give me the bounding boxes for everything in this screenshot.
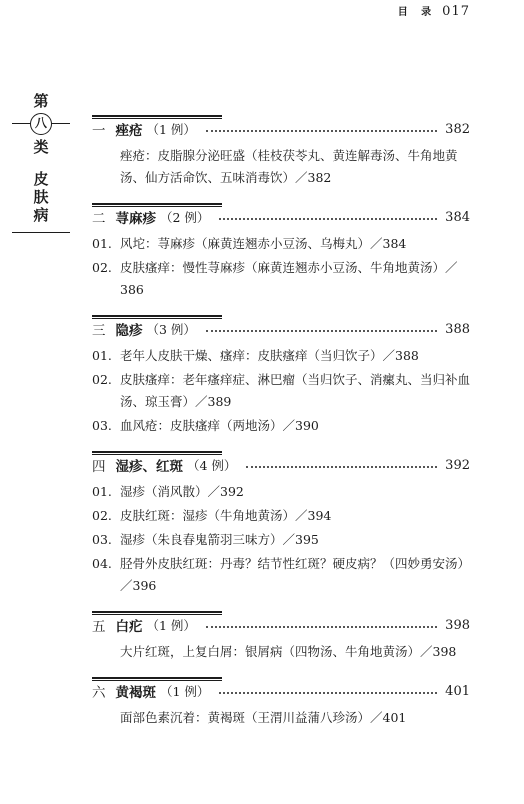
dot-leader <box>246 466 437 468</box>
section-count: （1 例） <box>146 122 196 137</box>
toc-entry[interactable] <box>92 529 470 551</box>
entry-index: 01. <box>92 236 112 251</box>
toc-section <box>92 315 470 437</box>
section-page: 401 <box>445 683 470 699</box>
heading-rule-thin <box>92 118 222 119</box>
section-count: （3 例） <box>146 322 196 337</box>
heading-rule <box>92 677 222 679</box>
section-page: 398 <box>445 617 470 633</box>
section-title: 痤疮 <box>115 123 143 139</box>
section-count: （1 例） <box>146 618 196 633</box>
section-title: 湿疹、红斑 <box>115 459 183 475</box>
entry-text: 血风疮：皮肤瘙痒（两地汤）／390 <box>120 418 319 433</box>
section-heading[interactable] <box>92 203 470 231</box>
section-heading[interactable] <box>92 451 470 479</box>
side-label-top: 第 <box>33 92 49 110</box>
section-heading[interactable] <box>92 315 470 343</box>
heading-rule-thin <box>92 206 222 207</box>
heading-rule <box>92 315 222 317</box>
heading-rule-thin <box>92 454 222 455</box>
entry-text: 面部色素沉着：黄褐斑（王渭川益蒲八珍汤）／401 <box>120 710 407 725</box>
toc-entry[interactable] <box>92 257 470 301</box>
dot-leader <box>206 130 437 132</box>
dot-leader <box>219 218 437 220</box>
entry-text: 皮肤瘙痒：慢性荨麻疹（麻黄连翘赤小豆汤、牛角地黄汤）／386 <box>120 260 458 297</box>
dot-leader <box>206 330 437 332</box>
side-label-char-1: 皮 <box>33 170 49 188</box>
table-of-contents <box>92 115 470 743</box>
section-number: 一 <box>92 123 106 139</box>
heading-rule-thin <box>92 680 222 681</box>
section-title: 隐疹 <box>115 323 143 339</box>
heading-rule <box>92 451 222 453</box>
heading-rule-thin <box>92 318 222 319</box>
entry-index: 04. <box>92 556 112 571</box>
entry-text: 皮肤瘙痒：老年瘙痒症、淋巴瘤（当归饮子、消瘰丸、当归补血汤、琼玉膏）／389 <box>120 372 471 409</box>
section-page: 392 <box>445 457 470 473</box>
heading-rule <box>92 115 222 117</box>
toc-section <box>92 611 470 663</box>
section-number: 四 <box>92 459 106 475</box>
entry-text: 湿疹（朱良春鬼箭羽三味方）／395 <box>120 532 319 547</box>
entry-text: 老年人皮肤干燥、瘙痒：皮肤瘙痒（当归饮子）／388 <box>120 348 419 363</box>
entry-text: 皮肤红斑：湿疹（牛角地黄汤）／394 <box>120 508 332 523</box>
heading-rule <box>92 611 222 613</box>
toc-entry[interactable] <box>92 369 470 413</box>
section-heading[interactable] <box>92 115 470 143</box>
dot-leader <box>219 692 437 694</box>
entry-index: 03. <box>92 418 112 433</box>
section-heading[interactable] <box>92 611 470 639</box>
toc-entry[interactable] <box>92 233 470 255</box>
entry-index: 02. <box>92 372 112 387</box>
entry-index: 01. <box>92 484 112 499</box>
toc-section <box>92 203 470 301</box>
entry-text: 胫骨外皮肤红斑：丹毒？结节性红斑？硬皮病？（四妙勇安汤）／396 <box>120 556 471 593</box>
entry-text: 湿疹（消风散）／392 <box>120 484 244 499</box>
toc-section <box>92 677 470 729</box>
section-count: （2 例） <box>160 210 210 225</box>
chapter-side-label <box>12 92 70 233</box>
circled-chapter-number: 八 <box>30 113 52 135</box>
toc-entry[interactable] <box>92 641 470 663</box>
dot-leader <box>206 626 437 628</box>
toc-entry[interactable] <box>92 415 470 437</box>
toc-entry[interactable] <box>92 505 470 527</box>
section-title: 白疕 <box>115 619 143 635</box>
section-page: 384 <box>445 209 470 225</box>
toc-entry[interactable] <box>92 553 470 597</box>
entry-text: 大片红斑，上复白屑：银屑病（四物汤、牛角地黄汤）／398 <box>120 644 457 659</box>
entry-index: 03. <box>92 532 112 547</box>
toc-entry[interactable] <box>92 145 470 189</box>
section-page: 388 <box>445 321 470 337</box>
section-count: （4 例） <box>187 458 237 473</box>
entry-text: 痤疮：皮脂腺分泌旺盛（桂枝茯苓丸、黄连解毒汤、牛角地黄汤、仙方活命饮、五味消毒饮）／382 <box>120 148 458 185</box>
entry-index: 02. <box>92 508 112 523</box>
toc-section <box>92 451 470 597</box>
section-heading[interactable] <box>92 677 470 705</box>
entry-index: 02. <box>92 260 112 275</box>
side-label-class: 类 <box>33 138 49 156</box>
entry-index: 01. <box>92 348 112 363</box>
section-title: 荨麻疹 <box>115 211 156 227</box>
entry-text: 风坨：荨麻疹（麻黄连翘赤小豆汤、乌梅丸）／384 <box>120 236 407 251</box>
section-number: 二 <box>92 211 106 227</box>
heading-rule <box>92 203 222 205</box>
section-page: 382 <box>445 121 470 137</box>
toc-entry[interactable] <box>92 481 470 503</box>
toc-section <box>92 115 470 189</box>
section-number: 五 <box>92 619 106 635</box>
toc-entry[interactable] <box>92 345 470 367</box>
toc-entry[interactable] <box>92 707 470 729</box>
running-head <box>398 3 470 19</box>
page-number: 017 <box>442 4 470 19</box>
side-label-number-row <box>12 112 70 136</box>
section-count: （1 例） <box>160 684 210 699</box>
section-title: 黄褐斑 <box>115 685 156 701</box>
section-number: 三 <box>92 323 106 339</box>
side-label-char-2: 肤 <box>33 188 49 206</box>
side-label-rule <box>12 232 70 233</box>
heading-rule-thin <box>92 614 222 615</box>
section-number: 六 <box>92 685 106 701</box>
side-label-char-3: 病 <box>33 206 49 224</box>
running-head-label: 目 录 <box>397 7 437 18</box>
